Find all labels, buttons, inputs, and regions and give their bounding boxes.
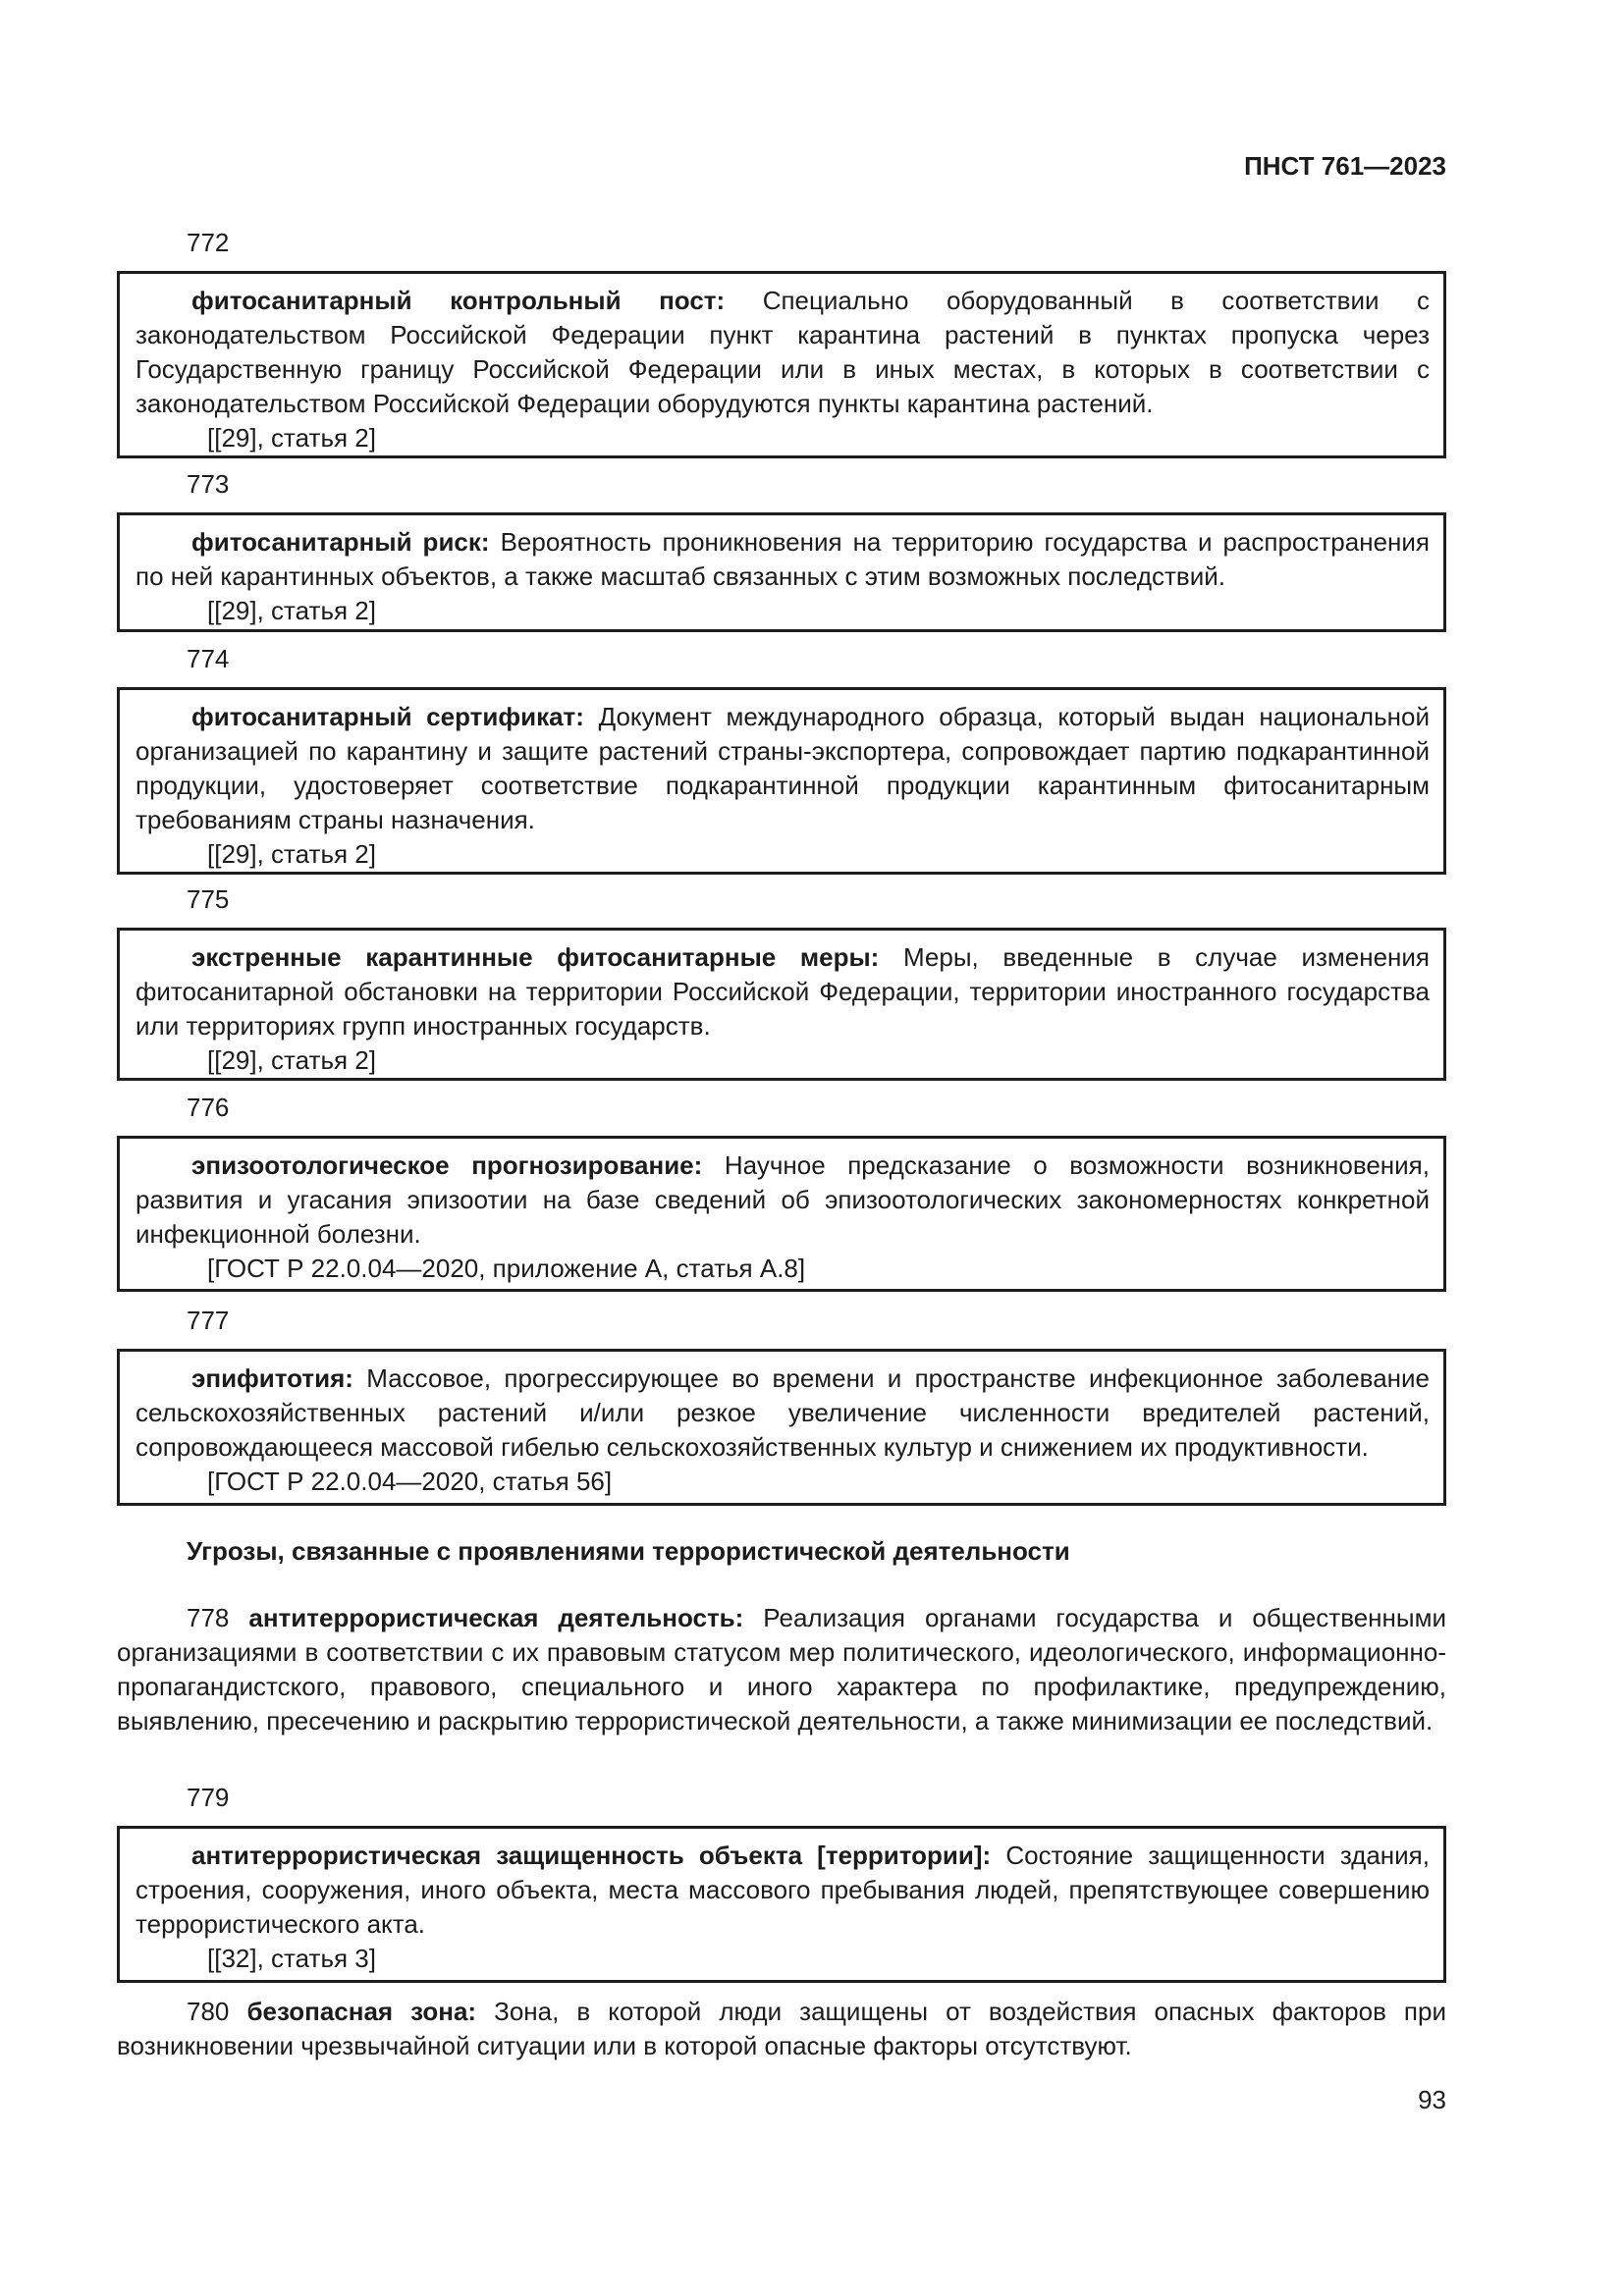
definition-text: Специально оборудованный в соответствии с законодательством Российской Федерации пункт карантина растений в пунктах пропуска через Государственную границу Российской Федерации или в иных местах, в которых в соответствии с законодательством Российской Федерации оборудуются пункты карантина растений.	[135, 286, 1430, 418]
entry-number: 780	[187, 1997, 230, 2026]
term-box	[117, 928, 1446, 1081]
source-ref: [[29], статья 2]	[207, 596, 376, 625]
source-ref: [ГОСТ Р 22.0.04—2020, приложение А, статья А.8]	[207, 1254, 806, 1283]
term: фитосанитарный риск:	[191, 527, 490, 557]
definition	[135, 700, 1430, 837]
definition	[135, 1148, 1430, 1252]
term-box	[117, 512, 1446, 632]
entry-number: 774	[187, 644, 230, 673]
entry-number: 779	[187, 1783, 230, 1812]
definition-text: Состояние защищенности здания, строения, сооружения, иного объекта, места массового пребывания людей, препятствующее совершению террористического акта.	[135, 1841, 1430, 1939]
definition-text: Меры, введенные в случае изменения фитосанитарной обстановки на территории Российской Федерации, территории иностранного государства или территориях групп иностранных государств.	[135, 942, 1431, 1041]
paragraph-778	[117, 1601, 1446, 1738]
definition	[135, 284, 1430, 421]
source-ref: [ГОСТ Р 22.0.04—2020, статья 56]	[207, 1467, 613, 1496]
definition-text: Реализация органами государства и общественными организациями в соответствии с их правовым статусом мер политического, идеологического, информационно-пропагандистского, правового, специального и иного характера по профилактике, предупреждению, выявлению, пресечению и раскрытию террористической деятельности, а также минимизации ее последствий.	[117, 1603, 1446, 1735]
definition-text: Вероятность проникновения на территорию государства и распространения по ней карантинных объектов, а также масштаб связанных с этим возможных последствий.	[135, 527, 1431, 591]
source-ref: [[29], статья 2]	[207, 839, 376, 869]
entry-number: 778	[187, 1603, 230, 1632]
term-box	[117, 687, 1446, 875]
entry-number: 773	[187, 469, 230, 499]
document-code: ПНСТ 761—2023	[1244, 151, 1446, 181]
paragraph-780	[117, 1995, 1446, 2063]
definition	[135, 525, 1430, 594]
page-number: 93	[1418, 2085, 1446, 2114]
term-box	[117, 1826, 1446, 1983]
term: фитосанитарный контрольный пост:	[191, 286, 726, 315]
entry-number: 775	[187, 884, 230, 914]
entry-number: 777	[187, 1306, 230, 1335]
term: эпизоотологическое прогнозирование:	[191, 1150, 703, 1180]
term: фитосанитарный сертификат:	[191, 702, 584, 731]
term-box	[117, 1136, 1446, 1292]
definition	[135, 1839, 1430, 1942]
definition-text: Массовое, прогрессирующее во времени и пространстве инфекционное заболевание сельскохозяйственных растений и/или резкое увеличение численности вредителей растений, сопровождающееся массовой гибелью сельскохозяйственных культур и снижением их продуктивности.	[135, 1363, 1430, 1462]
term-box	[117, 1349, 1446, 1506]
source-ref: [[29], статья 2]	[207, 1045, 376, 1075]
entry-number: 772	[187, 228, 230, 257]
source-ref: [[32], статья 3]	[207, 1944, 376, 1973]
section-heading: Угрозы, связанные с проявлениями террористической деятельности	[187, 1536, 1070, 1566]
entry-number: 776	[187, 1093, 230, 1122]
source-ref: [[29], статья 2]	[207, 423, 376, 453]
definition-text: Документ международного образца, который выдан национальной организацией по карантину и защите растений страны-экспортера, сопровождает партию подкарантинной продукции, удостоверяет соответствие подкарантинной продукции карантинным фитосанитарным требованиям страны назначения.	[135, 702, 1430, 834]
term: антитеррористическая защищенность объекта [территории]:	[191, 1841, 992, 1870]
term: экстренные карантинные фитосанитарные меры:	[191, 942, 880, 972]
term: безопасная зона:	[246, 1997, 477, 2026]
term: эпифитотия:	[191, 1363, 353, 1393]
definition-text: Зона, в которой люди защищены от воздействия опасных факторов при возникновении чрезвычайной ситуации или в которой опасные факторы отсутствуют.	[117, 1997, 1446, 2060]
definition	[135, 940, 1430, 1043]
term: антитеррористическая деятельность:	[248, 1603, 744, 1632]
definition	[135, 1362, 1430, 1465]
term-box	[117, 271, 1446, 458]
definition-text: Научное предсказание о возможности возникновения, развития и угасания эпизоотии на базе сведений об эпизоотологических закономерностях конкретной инфекционной болезни.	[135, 1150, 1430, 1249]
